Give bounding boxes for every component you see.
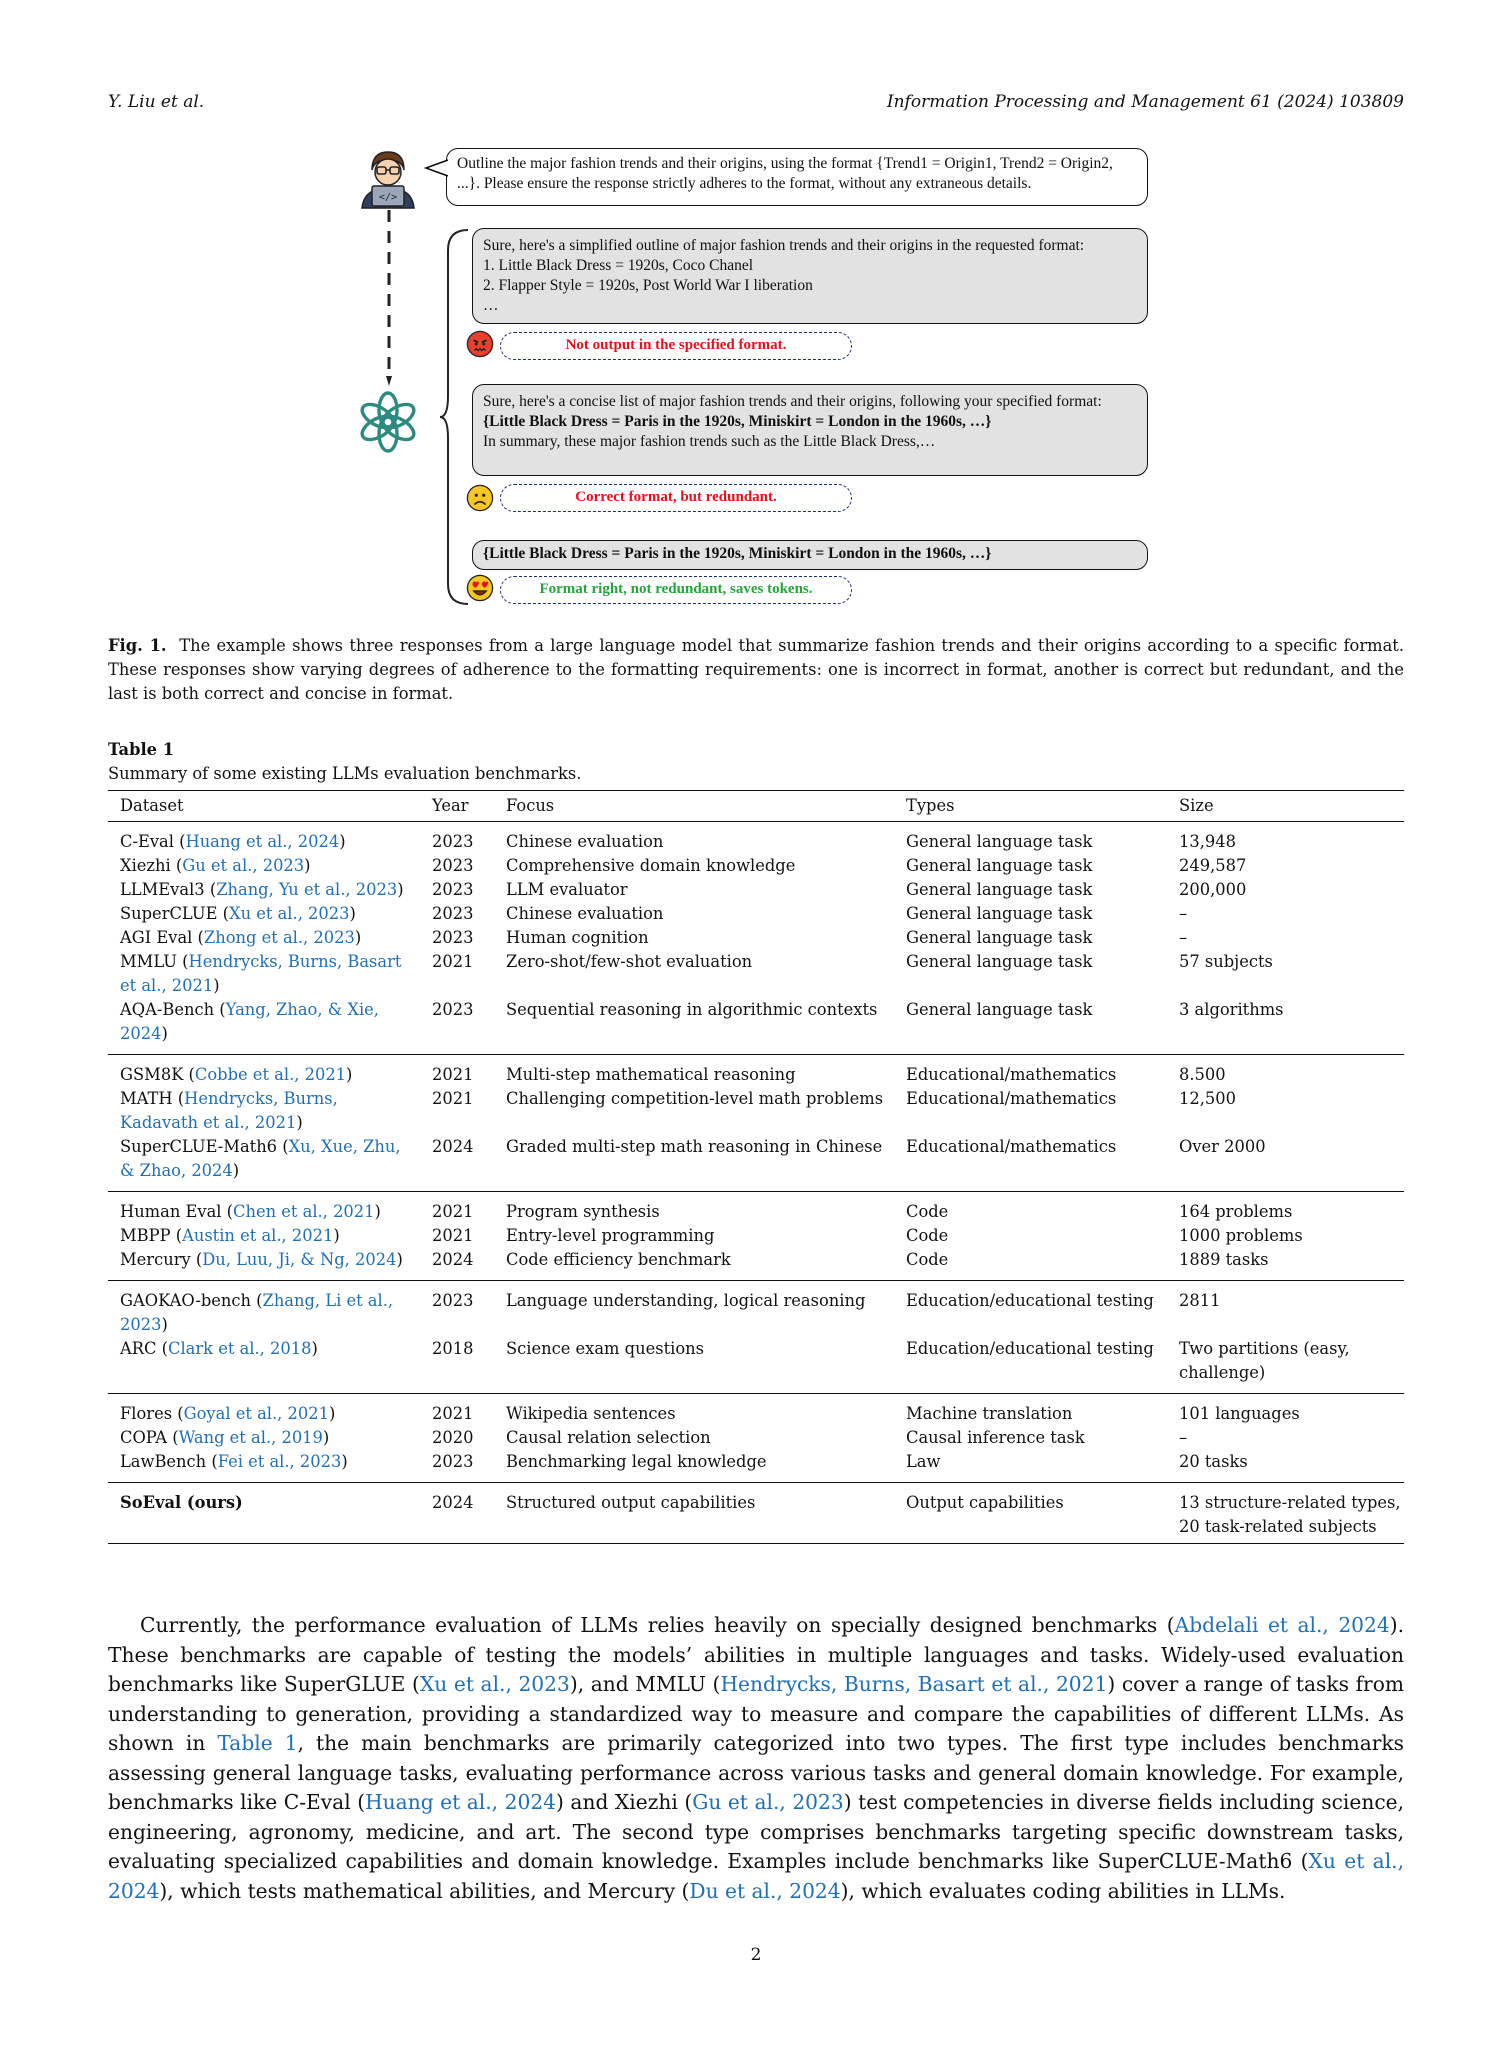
programmer-user-icon: [358, 148, 418, 210]
cell-dataset: LLMEval3 (Zhang, Yu et al., 2023): [120, 880, 404, 899]
paragraph-text: Currently, the performance evaluation of LLMs relies heavily on specially designed benchmarks (: [140, 1613, 1175, 1637]
cell-dataset: SuperCLUE (Xu et al., 2023): [120, 904, 356, 923]
cell-size: 57 subjects: [1179, 952, 1273, 971]
citation-link[interactable]: Xu et al., 2023: [229, 904, 350, 923]
col-focus: Focus: [494, 791, 894, 822]
prompt-bubble-tail: [424, 158, 448, 178]
dataset-name: Flores: [120, 1404, 173, 1423]
col-types: Types: [894, 791, 1167, 822]
cell-focus: Benchmarking legal knowledge: [494, 1450, 894, 1483]
paragraph-text: , the main benchmarks are primarily categorized into two types. The first type includes benchmarks assessing general language tasks, evaluating performance across various tasks and general domain knowledge. For example, benchmarks like C-Eval (: [108, 1731, 1404, 1814]
table-row: [108, 854, 1404, 878]
response-2-line: {Little Black Dress = Paris in the 1920s, Miniskirt = London in the 1960s, …}: [483, 413, 992, 430]
cell-types: Causal inference task: [906, 1428, 1085, 1447]
cell-dataset: AQA-Bench (Yang, Zhao, & Xie, 2024): [108, 998, 420, 1055]
cell-dataset: COPA (Wang et al., 2019): [120, 1428, 330, 1447]
table-row-ours: [108, 1483, 1404, 1544]
citation-link[interactable]: Zhang, Yu et al., 2023: [216, 880, 398, 899]
benchmark-table: [108, 790, 1404, 1544]
cell-dataset: MBPP (Austin et al., 2021): [120, 1226, 340, 1245]
cell-size: –: [1179, 928, 1188, 947]
citation-link[interactable]: Xu et al., 2023: [419, 1672, 570, 1696]
cell-dataset: ARC (Clark et al., 2018): [108, 1337, 420, 1394]
cell-size: 164 problems: [1179, 1202, 1293, 1221]
citation-link[interactable]: Huang et al., 2024: [185, 832, 340, 851]
cell-year: 2018: [420, 1337, 494, 1394]
dataset-name: COPA: [120, 1428, 168, 1447]
table-row: [108, 1450, 1404, 1483]
cell-types: Machine translation: [906, 1404, 1073, 1423]
response-1-line: 2. Flapper Style = 1920s, Post World War I liberation: [483, 277, 813, 294]
cell-types: Law: [894, 1450, 1167, 1483]
cell-size: 13 structure-related types, 20 task-related subjects: [1167, 1483, 1404, 1544]
cell-focus: Code efficiency benchmark: [494, 1248, 894, 1281]
caption-text: The example shows three responses from a large language model that summarize fashion trends and their origins according to a specific format. These responses show varying degrees of adherence to the formatting requirements: one is incorrect in format, another is correct but redundant, and the last is both correct and concise in format.: [108, 636, 1404, 703]
cell-dataset: Xiezhi (Gu et al., 2023): [120, 856, 311, 875]
col-dataset: Dataset: [108, 791, 420, 822]
table-row: [108, 902, 1404, 926]
cell-focus: Language understanding, logical reasoning: [506, 1291, 866, 1310]
table-row: [108, 1426, 1404, 1450]
table-row: [108, 1224, 1404, 1248]
cell-types: Educational/mathematics: [906, 1065, 1117, 1084]
cell-size: 13,948: [1179, 832, 1236, 851]
dataset-name: MATH: [120, 1089, 173, 1108]
cell-year: 2024: [420, 1483, 494, 1544]
table-row: [108, 950, 1404, 998]
cell-types: General language task: [906, 880, 1093, 899]
table-row: [108, 1055, 1404, 1088]
cell-size: 101 languages: [1179, 1404, 1300, 1423]
cell-year: 2023: [432, 928, 474, 947]
table-row: [108, 1337, 1404, 1394]
cell-dataset: Mercury (Du, Luu, Ji, & Ng, 2024): [108, 1248, 420, 1281]
paragraph-text: ), which tests mathematical abilities, and Mercury (: [159, 1878, 690, 1903]
chatgpt-logo-icon: [356, 390, 420, 454]
sad-face-icon: [466, 484, 494, 512]
cell-year: 2021: [432, 1202, 474, 1221]
dataset-name: Human Eval: [120, 1202, 222, 1221]
dataset-name: MMLU: [120, 952, 177, 971]
cell-dataset: LawBench (Fei et al., 2023): [108, 1450, 420, 1483]
cell-year: 2020: [432, 1428, 474, 1447]
running-header-journal: Information Processing and Management 61 (2024) 103809: [886, 92, 1404, 112]
citation-link[interactable]: Cobbe et al., 2021: [194, 1065, 347, 1084]
citation-link[interactable]: Hendrycks, Burns, Kadavath et al., 2021: [120, 1089, 338, 1132]
citation-link[interactable]: Huang et al., 2024: [365, 1790, 557, 1814]
heart-eyes-face-icon: [466, 574, 494, 602]
dataset-name: ARC: [120, 1339, 157, 1358]
cell-year: 2021: [432, 1089, 474, 1108]
cell-size: 1000 problems: [1179, 1226, 1303, 1245]
response-1-line: Sure, here's a simplified outline of major fashion trends and their origins in the requested format:: [483, 237, 1085, 254]
cell-dataset: MMLU (Hendrycks, Burns, Basart et al., 2021): [120, 952, 402, 995]
cell-size: 3 algorithms: [1167, 998, 1404, 1055]
cell-year: 2023: [432, 880, 474, 899]
paragraph-text: ), and MMLU (: [569, 1672, 721, 1696]
cell-year: 2023: [432, 856, 474, 875]
cell-dataset: C-Eval (Huang et al., 2024): [120, 832, 346, 851]
cell-dataset: AGI Eval (Zhong et al., 2023): [120, 928, 362, 947]
dataset-name: C-Eval: [120, 832, 174, 851]
citation-link[interactable]: Xu et al., 2024: [108, 1849, 1405, 1903]
cell-year: 2021: [432, 1226, 474, 1245]
figure-caption: [108, 634, 1404, 706]
paragraph-text: ) and Xiezhi (: [556, 1790, 693, 1814]
response-bracket: [440, 228, 470, 606]
response-2-line: Sure, here's a concise list of major fashion trends and their origins, following your specified format:: [483, 393, 1102, 410]
verdict-1-label: Not output in the specified format.: [500, 332, 852, 360]
table-row: [108, 878, 1404, 902]
cell-types: Education/educational testing: [906, 1291, 1154, 1310]
cell-focus: Science exam questions: [494, 1337, 894, 1394]
running-header-authors: Y. Liu et al.: [108, 92, 205, 112]
cell-focus: Wikipedia sentences: [506, 1404, 676, 1423]
cell-year: 2024: [420, 1135, 494, 1192]
citation-link[interactable]: Zhang, Li et al., 2023: [120, 1291, 394, 1334]
citation-link[interactable]: Du, Luu, Ji, & Ng, 2024: [202, 1250, 397, 1269]
response-2-line: In summary, these major fashion trends such as the Little Black Dress,…: [483, 433, 936, 450]
figure-1: [0, 0, 1512, 620]
cell-types: General language task: [906, 928, 1093, 947]
citation-link[interactable]: Gu et al., 2023: [692, 1790, 844, 1814]
citation-link[interactable]: Table 1: [217, 1731, 298, 1755]
cell-types: Educational/mathematics: [906, 1089, 1117, 1108]
dataset-name: Mercury: [120, 1250, 191, 1269]
cell-dataset: SuperCLUE-Math6 (Xu, Xue, Zhu, & Zhao, 2024): [108, 1135, 420, 1192]
cell-size: 20 tasks: [1167, 1450, 1404, 1483]
dataset-name: Xiezhi: [120, 856, 171, 875]
cell-focus: Comprehensive domain knowledge: [506, 856, 796, 875]
svg-text:</>: </>: [378, 192, 398, 203]
table-title: Table 1: [108, 740, 175, 759]
cell-dataset: GSM8K (Cobbe et al., 2021): [120, 1065, 353, 1084]
cell-dataset: GAOKAO-bench (Zhang, Li et al., 2023): [120, 1291, 394, 1334]
table-row: [108, 926, 1404, 950]
citation-link[interactable]: Austin et al., 2021: [182, 1226, 334, 1245]
cell-types: Educational/mathematics: [894, 1135, 1167, 1192]
citation-link[interactable]: Wang et al., 2019: [178, 1428, 323, 1447]
paragraph-text: ). These benchmarks are capable of testing the models’ abilities in multiple languages and tasks. Widely-used evaluation benchmarks like SuperGLUE (: [108, 1613, 1404, 1696]
cell-types: Code: [906, 1202, 949, 1221]
cell-year: 2021: [432, 952, 474, 971]
cell-focus: Zero-shot/few-shot evaluation: [506, 952, 753, 971]
cell-year: 2023: [420, 1450, 494, 1483]
citation-link[interactable]: Du et al., 2024: [689, 1878, 841, 1903]
cell-dataset: SoEval (ours): [108, 1483, 420, 1544]
table-row: [108, 1394, 1404, 1427]
cell-size: 200,000: [1179, 880, 1247, 899]
cell-dataset: Human Eval (Chen et al., 2021): [120, 1202, 381, 1221]
response-3-bubble: {Little Black Dress = Paris in the 1920s, Miniskirt = London in the 1960s, …}: [472, 540, 1148, 570]
cell-size: 2811: [1179, 1291, 1221, 1310]
cell-types: General language task: [906, 832, 1093, 851]
table-row: [108, 1248, 1404, 1281]
response-1-line: 1. Little Black Dress = 1920s, Coco Chanel: [483, 257, 754, 274]
citation-link[interactable]: Xu, Xue, Zhu, & Zhao, 2024: [120, 1137, 401, 1180]
cell-year: 2023: [432, 832, 474, 851]
cell-types: General language task: [906, 904, 1093, 923]
dashed-connector: [386, 210, 392, 388]
cell-focus: Graded multi-step math reasoning in Chinese: [494, 1135, 894, 1192]
table-row: [108, 1087, 1404, 1135]
cell-types: Education/educational testing: [894, 1337, 1167, 1394]
cell-focus: Multi-step mathematical reasoning: [506, 1065, 796, 1084]
cell-year: 2021: [432, 1065, 474, 1084]
cell-focus: Causal relation selection: [506, 1428, 711, 1447]
paragraph-text: ) cover a range of tasks from understanding to generation, providing a standardized way to measure and compare the capabilities of different LLMs. As shown in: [108, 1672, 1405, 1755]
response-1-line: …: [483, 297, 499, 314]
response-1-bubble: [472, 228, 1148, 324]
col-year: Year: [420, 791, 494, 822]
citation-link[interactable]: Hendrycks, Burns, Basart et al., 2021: [120, 952, 402, 995]
cell-year: 2023: [432, 904, 474, 923]
cell-types: General language task: [906, 952, 1093, 971]
cell-focus: Chinese evaluation: [506, 904, 664, 923]
table-header-row: [108, 791, 1404, 822]
cell-types: General language task: [906, 856, 1093, 875]
cell-dataset: Flores (Goyal et al., 2021): [120, 1404, 336, 1423]
dataset-name: AGI Eval: [120, 928, 193, 947]
cell-focus: LLM evaluator: [506, 880, 628, 899]
citation-link[interactable]: Yang, Zhao, & Xie, 2024: [120, 1000, 379, 1043]
cell-focus: Human cognition: [506, 928, 649, 947]
cell-types: General language task: [894, 998, 1167, 1055]
paragraph-text: ) test competencies in diverse fields including science, engineering, agronomy, medicine, and art. The second type comprises benchmarks targeting specific downstream tasks, evaluating specialized capabilities and domain knowledge. Examples include benchmarks like SuperCLUE-Math6 (: [108, 1790, 1405, 1873]
dataset-name: GSM8K: [120, 1065, 184, 1084]
table-row: [108, 1281, 1404, 1338]
cell-size: 249,587: [1179, 856, 1247, 875]
cell-focus: Chinese evaluation: [506, 832, 664, 851]
cell-size: Two partitions (easy, challenge): [1167, 1337, 1404, 1394]
verdict-2-label: Correct format, but redundant.: [500, 484, 852, 512]
citation-link[interactable]: Zhong et al., 2023: [203, 928, 355, 947]
citation-link[interactable]: Abdelali et al., 2024: [1174, 1613, 1390, 1637]
table-subtitle: Summary of some existing LLMs evaluation benchmarks.: [108, 764, 582, 783]
verdict-3-label: Format right, not redundant, saves tokens.: [500, 576, 852, 604]
cell-size: 8.500: [1179, 1065, 1226, 1084]
cell-size: Over 2000: [1167, 1135, 1404, 1192]
col-size: Size: [1167, 791, 1404, 822]
cell-year: 2021: [432, 1404, 474, 1423]
dataset-name: SuperCLUE: [120, 904, 218, 923]
citation-link[interactable]: Chen et al., 2021: [233, 1202, 375, 1221]
table-row: [108, 1192, 1404, 1225]
user-prompt-bubble: Outline the major fashion trends and their origins, using the format {Trend1 = Origin1, Trend2 = Origin2, ...}. Please ensure the response strictly adheres to the format, without any extraneous details.: [446, 148, 1148, 206]
table-row: [108, 998, 1404, 1055]
table-row: [108, 822, 1404, 855]
citation-link[interactable]: Clark et al., 2018: [168, 1339, 312, 1358]
body-paragraph: [108, 1611, 1404, 1906]
citation-link[interactable]: Fei et al., 2023: [217, 1452, 342, 1471]
dataset-name: SuperCLUE-Math6: [120, 1137, 278, 1156]
response-2-bubble: [472, 384, 1148, 476]
cell-year: 2023: [420, 998, 494, 1055]
cell-size: –: [1179, 904, 1188, 923]
cell-types: Output capabilities: [894, 1483, 1167, 1544]
cell-size: 12,500: [1179, 1089, 1236, 1108]
cell-year: 2023: [432, 1291, 474, 1310]
table-row: [108, 1135, 1404, 1192]
cell-focus: Program synthesis: [506, 1202, 660, 1221]
citation-link[interactable]: Gu et al., 2023: [182, 856, 305, 875]
cell-types: Code: [894, 1248, 1167, 1281]
page-number: 2: [750, 1945, 762, 1965]
cell-types: Code: [906, 1226, 949, 1245]
cell-focus: Structured output capabilities: [494, 1483, 894, 1544]
cell-dataset: MATH (Hendrycks, Burns, Kadavath et al., 2021): [120, 1089, 338, 1132]
dataset-name: GAOKAO-bench: [120, 1291, 251, 1310]
dataset-name: AQA-Bench: [120, 1000, 215, 1019]
citation-link[interactable]: Hendrycks, Burns, Basart et al., 2021: [720, 1672, 1108, 1696]
cell-focus: Challenging competition-level math problems: [506, 1089, 884, 1108]
cell-focus: Entry-level programming: [506, 1226, 715, 1245]
cell-focus: Sequential reasoning in algorithmic contexts: [494, 998, 894, 1055]
cell-year: 2024: [420, 1248, 494, 1281]
caption-label: Fig. 1.: [108, 636, 167, 655]
dataset-name: LLMEval3: [120, 880, 205, 899]
dataset-name: LawBench: [120, 1452, 207, 1471]
angry-face-icon: [466, 330, 494, 358]
paragraph-text: ), which evaluates coding abilities in LLMs.: [840, 1878, 1286, 1903]
dataset-name: MBPP: [120, 1226, 171, 1245]
cell-size: 1889 tasks: [1167, 1248, 1404, 1281]
citation-link[interactable]: Goyal et al., 2021: [183, 1404, 329, 1423]
cell-size: –: [1179, 1428, 1188, 1447]
